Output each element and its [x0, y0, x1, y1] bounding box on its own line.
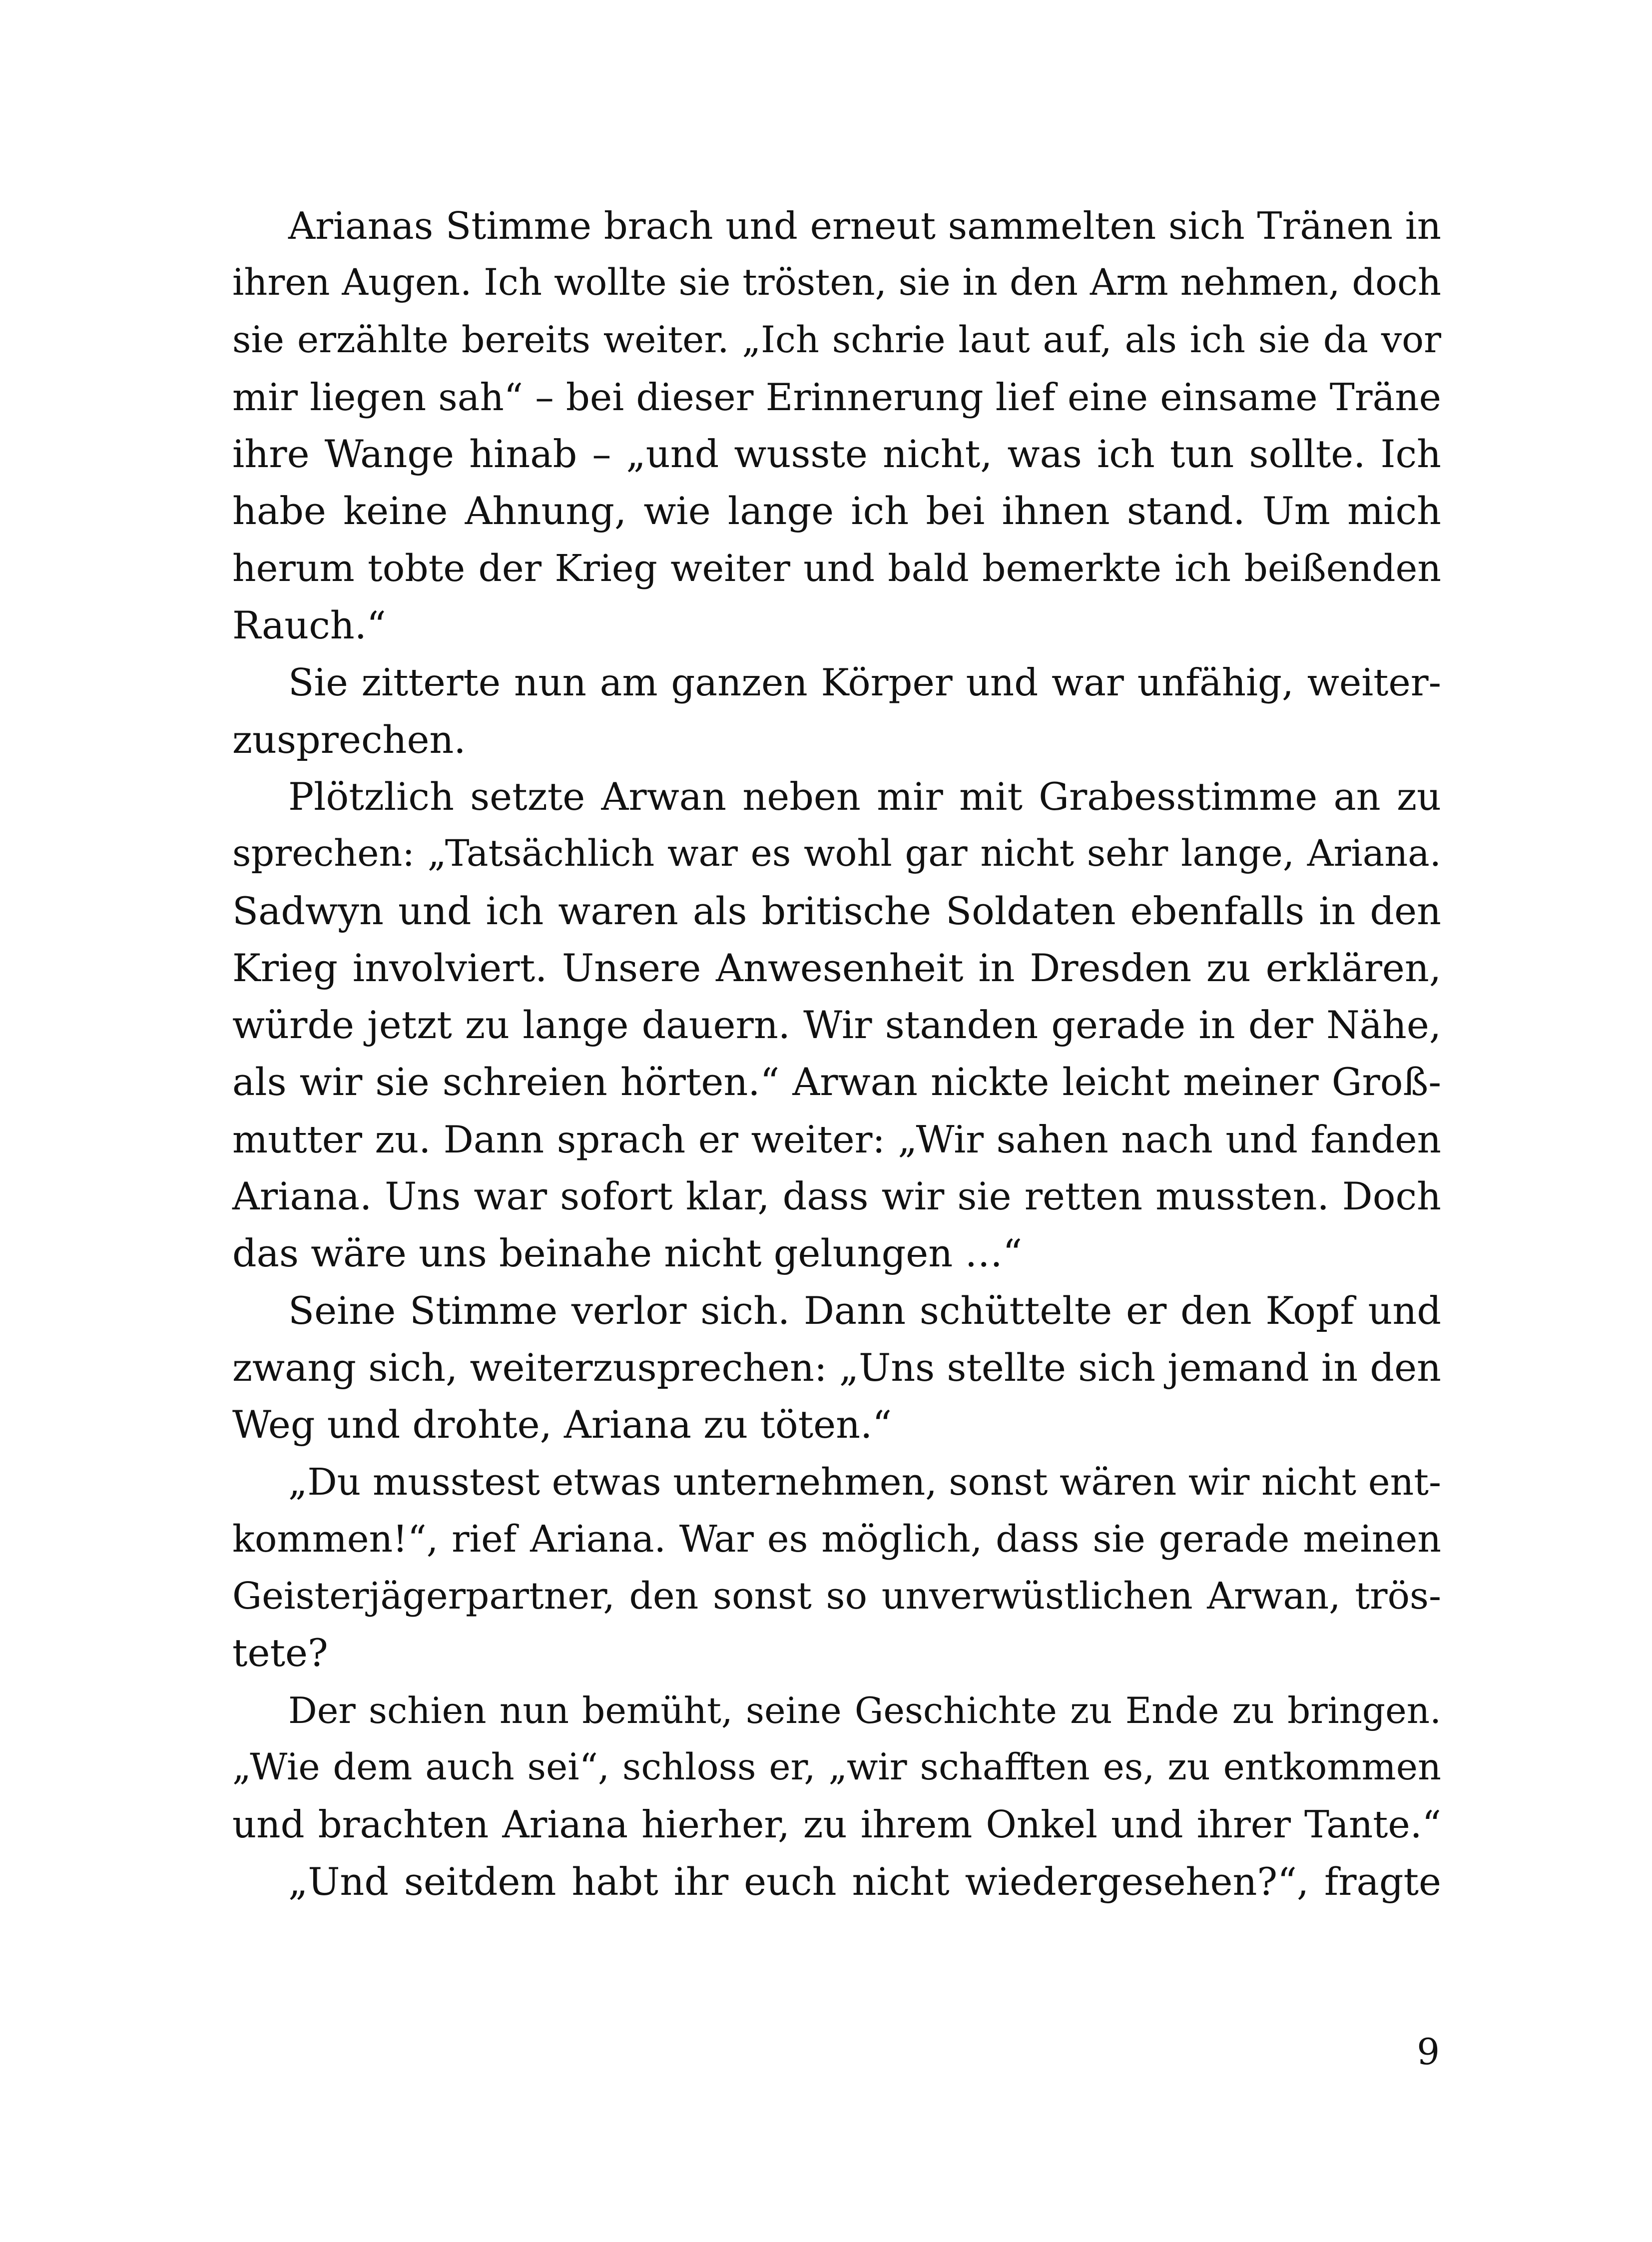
text-line: ihre Wange hinab – „und wusste nicht, was ich tun sollte. Ich	[232, 432, 1441, 477]
text-line: Ariana. Uns war sofort klar, dass wir sie retten mussten. Doch	[232, 1174, 1441, 1219]
text-line: das wäre uns beinahe nicht gelungen …“	[232, 1231, 1023, 1276]
text-line: zusprechen.	[232, 717, 466, 762]
text-line: Geisterjägerpartner, den sonst so unverwüstlichen Arwan, trös-	[232, 1575, 1441, 1618]
text-line: zwang sich, weiterzusprechen: „Uns stellte sich jemand in den	[232, 1345, 1441, 1390]
text-line: ihren Augen. Ich wollte sie trösten, sie in den Arm nehmen, doch	[232, 261, 1441, 304]
text-line: Rauch.“	[232, 603, 386, 648]
text-line: würde jetzt zu lange dauern. Wir standen gerade in der Nähe,	[232, 1003, 1441, 1048]
text-line: mir liegen sah“ – bei dieser Erinnerung lief eine einsame Träne	[232, 375, 1441, 419]
text-line: mutter zu. Dann sprach er weiter: „Wir sahen nach und fanden	[232, 1117, 1441, 1161]
text-line: tete?	[232, 1631, 328, 1676]
text-line: Sadwyn und ich waren als britische Soldaten ebenfalls in den	[232, 888, 1441, 933]
body-text	[232, 197, 1441, 1910]
text-line: herum tobte der Krieg weiter und bald bemerkte ich beißenden	[232, 547, 1441, 590]
text-line: „Wie dem auch sei“, schloss er, „wir schafften es, zu entkommen	[232, 1746, 1441, 1789]
text-line: Krieg involviert. Unsere Anwesenheit in Dresden zu erklären,	[232, 945, 1441, 990]
text-line: „Und seitdem habt ihr euch nicht wiedergesehen?“, fragte	[288, 1859, 1441, 1904]
page-number: 9	[1417, 2031, 1440, 2073]
text-line: als wir sie schreien hörten.“ Arwan nickte leicht meiner Groß-	[232, 1060, 1441, 1105]
text-line: Sie zitterte nun am ganzen Körper und war unfähig, weiter-	[288, 660, 1441, 705]
text-line: sie erzählte bereits weiter. „Ich schrie laut auf, als ich sie da vor	[232, 318, 1441, 361]
text-line: Der schien nun bemüht, seine Geschichte zu Ende zu bringen.	[288, 1689, 1441, 1731]
text-line: habe keine Ahnung, wie lange ich bei ihnen stand. Um mich	[232, 489, 1441, 534]
text-line: Arianas Stimme brach und erneut sammelten sich Tränen in	[288, 204, 1441, 248]
text-line: „Du musstest etwas unternehmen, sonst wären wir nicht ent-	[288, 1460, 1441, 1504]
text-line: und brachten Ariana hierher, zu ihrem Onkel und ihrer Tante.“	[232, 1802, 1441, 1847]
text-line: Seine Stimme verlor sich. Dann schüttelte er den Kopf und	[288, 1288, 1441, 1333]
text-line: Weg und drohte, Ariana zu töten.“	[232, 1402, 892, 1447]
text-line: kommen!“, rief Ariana. War es möglich, dass sie gerade meinen	[232, 1517, 1441, 1561]
text-line: sprechen: „Tatsächlich war es wohl gar nicht sehr lange, Ariana.	[232, 832, 1441, 875]
text-line: Plötzlich setzte Arwan neben mir mit Grabesstimme an zu	[288, 774, 1441, 819]
